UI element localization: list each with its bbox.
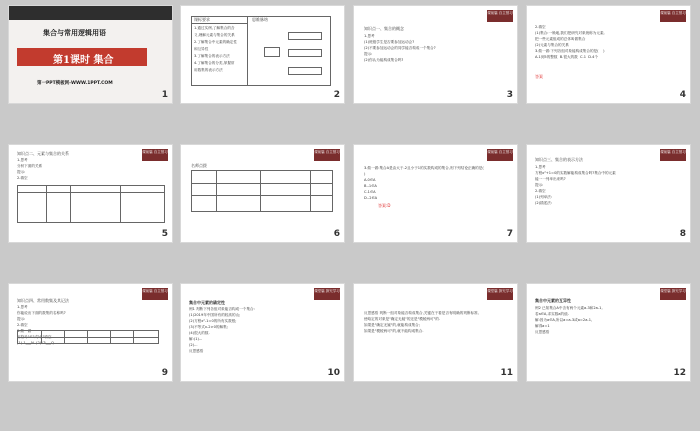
- slide-thumbnail[interactable]: [181, 6, 344, 103]
- set-type-table: [191, 170, 333, 212]
- main-title-banner: [17, 48, 147, 66]
- slide-thumbnail[interactable]: [354, 6, 517, 103]
- section-badge: 课前篇 自主预习: [660, 149, 686, 161]
- slide-body: 反思感悟 判断一组对象能否构成集合,关键在于看是否有明确的判断标准, 使给定的对象是"确定无疑"的还是"模棱两可"的. 如果是"确定无疑"的,就能构成集合; 如果是"模棱两可"的,就不能构成集合.: [364, 311, 479, 333]
- slide-thumbnail[interactable]: [181, 145, 344, 242]
- slide-heading: 名师点拨: [191, 163, 207, 168]
- slide-thumbnail[interactable]: [9, 284, 172, 381]
- answer-text: 答案: [535, 74, 543, 79]
- chapter-title: 集合与常用逻辑用语: [43, 29, 106, 37]
- section-badge: 课前篇 自主预习: [487, 10, 513, 22]
- slide-heading: 知识点四、常用数集及其记法: [17, 298, 69, 303]
- section-badge: 课前篇 自主预习: [660, 10, 686, 22]
- slide-thumbnail[interactable]: [527, 6, 690, 103]
- slide-number: 10: [327, 368, 340, 378]
- slide-number: 8: [679, 229, 686, 239]
- slide-heading: 知识点一、集合的概念: [364, 26, 404, 31]
- slide-number: 1: [161, 90, 168, 100]
- slide-thumbnail[interactable]: [354, 284, 517, 381]
- slide-number: 9: [161, 368, 168, 378]
- slide-thumbnail[interactable]: [527, 284, 690, 381]
- slide-thumbnail[interactable]: [354, 145, 517, 242]
- slide-body: 2.填空 (1)集合:一般地,我们把研究对象统称为元素, 把一些元素组成的总体叫做集合 (2)元素与集合的关系 3.做一做:下列各组对象能构成集合的是( ) A.1到5的整数 B.很大的数 C.1 D.4个: [535, 25, 605, 59]
- slide-body: 1.思考 方程x²+1=0的实数解能构成集合吗?集合中的元素 能一一列举出来吗? 提示: 2.填空 (1)列举法: (2)描述法:: [535, 165, 616, 205]
- slide-number: 2: [333, 90, 340, 100]
- slide-thumbnail[interactable]: [181, 284, 344, 381]
- slide-heading: 知识点二、元素与集合的关系: [17, 151, 69, 156]
- section-badge: 课堂篇 探究学习: [314, 288, 340, 300]
- mind-node: [288, 67, 322, 75]
- slide-body: 例2 已知集合A中含有两个元素a-3和2a-1, 若a∈A,求实数a的值. 解:因为a∈A,所以a=a-3或a=2a-1, 解得a=1 反思感悟: [535, 306, 603, 334]
- slide-body: 3.做一做:集合A是由大于-2且小于1的实数构成的集合,则下列结论正确的是( ) A.0∈A B.-1∈A C.1∈A D.-2∈A: [364, 166, 484, 200]
- relation-table: [17, 185, 165, 223]
- slide-thumbnail[interactable]: [9, 6, 172, 103]
- footer-text: 第一PPT模板网-WWW.1PPT.COM: [37, 81, 113, 86]
- table-header: 课标要求: [194, 17, 210, 22]
- section-badge: 课堂篇 探究学习: [487, 288, 513, 300]
- slide-heading: 集合中元素的确定性: [189, 300, 225, 305]
- answer-text: 答案:D: [378, 203, 391, 208]
- goals-table: [191, 16, 331, 86]
- slide-number: 11: [500, 368, 513, 378]
- mind-node: [288, 49, 322, 57]
- section-badge: 课前篇 自主预习: [142, 149, 168, 161]
- slide-thumbnail[interactable]: [9, 145, 172, 242]
- slide-body: 例1 判断下列各组对象能否构成一个集合: (1)2019年中国所有的较高的山; (2)方程x²-1=0的所有实数根; (3)不等式x-2>0的解集; (4)很大的数. 解:(1)... (2)... 反思感悟: [189, 307, 255, 353]
- section-badge: 课堂篇 探究学习: [660, 288, 686, 300]
- mind-node: [288, 32, 322, 40]
- slide-body: 1.思考 分析下面的关系 提示: 2.填空: [17, 158, 43, 180]
- slide-number: 3: [506, 90, 513, 100]
- section-badge: 课前篇 自主预习: [314, 149, 340, 161]
- slide-heading: 知识点三、集合的表示方法: [535, 157, 583, 162]
- section-badge: 课前篇 自主预习: [487, 149, 513, 161]
- slide-number: 5: [161, 229, 168, 239]
- table-header: 思维脉络: [252, 17, 268, 22]
- slide-number: 12: [673, 368, 686, 378]
- slide-number: 7: [506, 229, 513, 239]
- slide-body: 1.思考 (1)班级学生是否要参加运动会? (2)不要参加运动会的同学能否构成一个集合? 提示: (2)你认为能构成集合吗?: [364, 34, 436, 62]
- mind-node: [264, 47, 280, 57]
- slide-number: 4: [679, 90, 686, 100]
- slide-body: 1.思考 你能说出下面的数集的名称吗? 提示: 2.填空 3.做一做 用符号"∈"或"∉"填空 (1)-1___N (2)√3___Q: [17, 305, 66, 345]
- slide-number: 6: [333, 229, 340, 239]
- number-set-table: [17, 330, 159, 344]
- slide-heading: 集合中元素的互异性: [535, 298, 571, 303]
- main-title: 第1课时 集合: [53, 55, 114, 66]
- section-badge: 课前篇 自主预习: [142, 288, 168, 300]
- goals-text: 1.通过实例,了解集合的含 义,理解元素与集合的关系 2.了解集合中元素的确定性 和互异性 3.了解集合的表示方法 4.了解集合的分类,掌握常 用数集的表示方法: [194, 26, 237, 72]
- header-band: [9, 6, 172, 20]
- slide-thumbnail[interactable]: [527, 145, 690, 242]
